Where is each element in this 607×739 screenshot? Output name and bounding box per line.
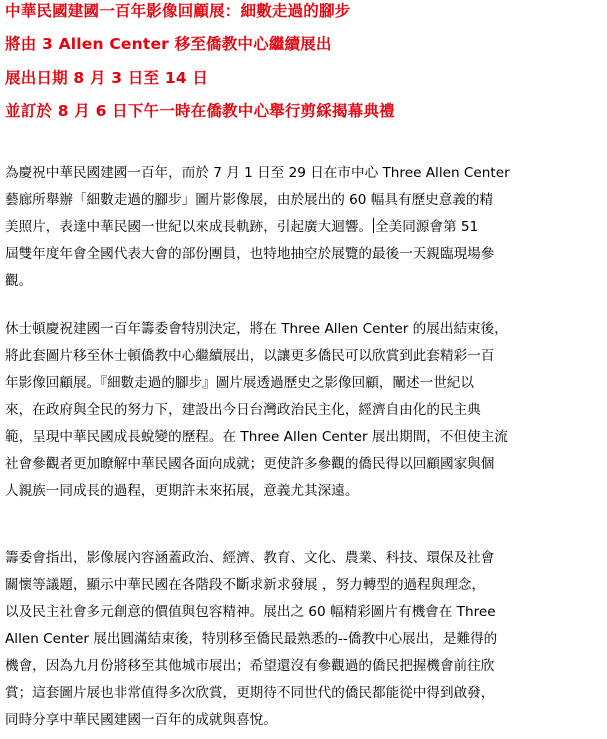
headline-dates: 展出日期 8 月 3 日至 14 日 [5,69,209,87]
text-cursor [373,218,374,233]
paragraph-intro [5,160,605,295]
paragraph-line: 機會，因為九月份將移至其他城市展出；希望還沒有參觀過的僑民把握機會前往欣 [5,658,495,674]
paragraph-line: 籌委會指出，影像展內容涵蓋政治、經濟、教育、文化、農業、科技、環保及社會 [5,550,495,566]
headline-relocation: 將由 3 Allen Center 移至僑教中心繼續展出 [5,35,332,53]
paragraph-line: 賞；這套圖片展也非常值得多次欣賞，更期待不同世代的僑民都能從中得到啟發， [5,685,495,701]
paragraph-line: 關懷等議題，顯示中華民國在各階段不斷求新求發展 ，努力轉型的過程與理念， [5,577,486,593]
paragraph-line: 社會參觀者更加瞭解中華民國各面向成就；更使許多參觀的僑民得以回顧國家與個 [5,456,495,472]
paragraph-line: 將此套圖片移至休士頓僑教中心繼續展出，以讓更多僑民可以欣賞到此套精彩一百 [5,348,495,364]
paragraph-line: 來，在政府與全民的努力下，建設出今日台灣政治民主化，經濟自由化的民主典 [5,402,481,418]
paragraph-line: 範，呈現中華民國成長蛻變的歷程。在 Three Allen Center 展出期間，不但使主流 [5,429,508,445]
paragraph-line: 年影像回顧展。『細數走過的腳步』圖片展透過歷史之影像回顧，闡述一世紀以 [5,375,474,391]
headline-title: 中華民國建國一百年影像回顧展：細數走過的腳步 [5,2,351,20]
headline-ceremony: 並訂於 8 月 6 日下午一時在僑教中心舉行剪綵揭幕典禮 [5,102,395,120]
paragraph-line: 屆雙年度年會全國代表大會的部份團員，也特地抽空於展覽的最後一天親臨現場參 [5,246,495,262]
paragraph-line: 人親族一同成長的過程，更期許未來拓展，意義尤其深遠。 [5,483,359,499]
paragraph-line: 藝廊所舉辦「細數走過的腳步」圖片影像展，由於展出的 60 幅具有歷史意義的精 [5,192,494,208]
paragraph-exhibition-content [5,545,605,734]
paragraph-line-segment: 美照片，表達中華民國一世紀以來成長軌跡，引起廣大迴響。 [5,219,373,235]
paragraph-line: 為慶祝中華民國建國一百年，而於 7 月 1 日至 29 日在市中心 Three Allen Center [5,165,510,181]
paragraph-line: 休士頓慶祝建國一百年籌委會特別決定，將在 Three Allen Center 的展出結束後， [5,321,508,337]
paragraph-line: 以及民主社會多元創意的價值與包容精神。展出之 60 幅精彩圖片有機會在 Three [5,604,496,620]
paragraph-line: 觀。 [5,273,33,289]
paragraph-line [5,214,605,241]
paragraph-line: 同時分享中華民國建國一百年的成就與喜悅。 [5,712,277,728]
paragraph-line: Allen Center 展出圓滿結束後，特別移至僑民最熟悉的--僑教中心展出，是難得的 [5,631,498,647]
paragraph-committee-decision [5,316,605,505]
paragraph-line-segment: 全美同源會第 51 [375,219,479,235]
